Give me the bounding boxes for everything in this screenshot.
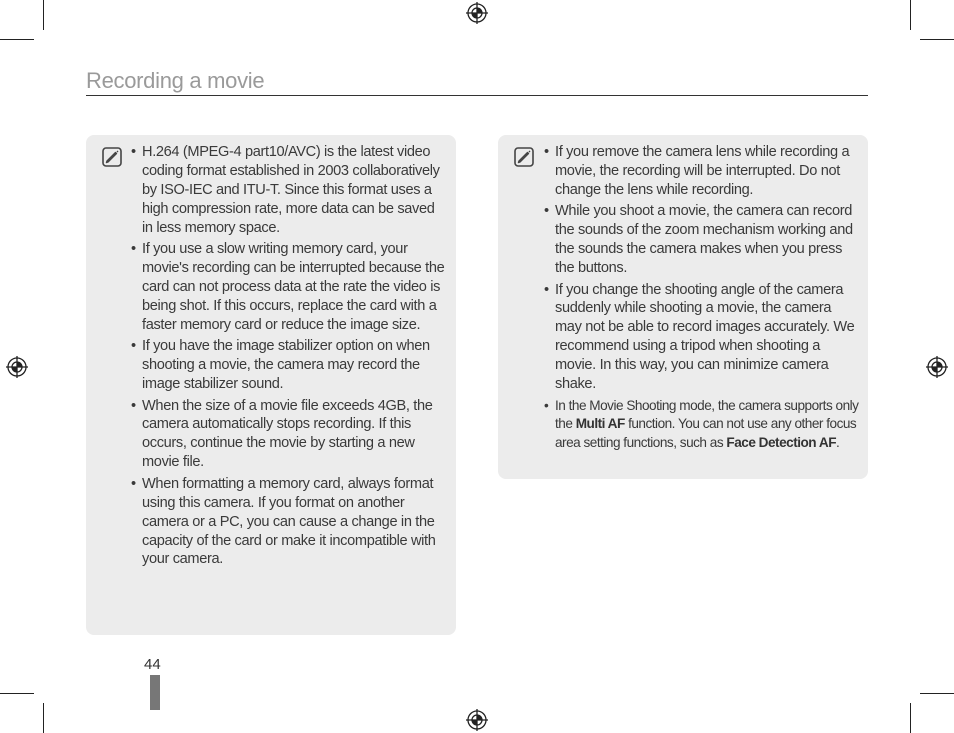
- note-box-right: [498, 135, 868, 479]
- crop-mark: [910, 703, 911, 733]
- note-text: function. You can not use any other focus area setting functions, such as: [555, 416, 857, 451]
- title-divider: [86, 95, 868, 96]
- crop-mark: [910, 0, 911, 30]
- note-item: • If you change the shooting angle of the camera suddenly while shooting a movie, the camera may not be able to record images accurately. We recommend using a tripod when shooting a movie. In this way, you can minimize camera shake.: [544, 281, 860, 394]
- note-list-right: [544, 143, 860, 456]
- note-text: In the Movie Shooting mode, the camera supports only the: [555, 397, 859, 432]
- note-text: .: [836, 435, 840, 451]
- crop-mark: [43, 703, 44, 733]
- registration-mark-icon: [6, 356, 28, 378]
- crop-mark: [0, 39, 34, 40]
- note-item: • When the size of a movie file exceeds 4GB, the camera automatically stops recording. If this occurs, continue the movie by starting a new movie file.: [131, 397, 447, 473]
- note-item: • When formatting a memory card, always format using this camera. If you format on another camera or a PC, you can cause a change in the capacity of the card or make it incompatible with your camera.: [131, 475, 447, 570]
- crop-mark: [43, 0, 44, 30]
- registration-mark-icon: [926, 356, 948, 378]
- menu-option-multi-af: Multi AF: [575, 416, 625, 432]
- registration-mark-icon: [466, 2, 488, 24]
- note-item: • While you shoot a movie, the camera can record the sounds of the zoom mechanism working and the sounds the camera makes when you press the buttons.: [544, 202, 860, 278]
- crop-mark: [920, 39, 954, 40]
- menu-option-face-detection-af: Face Detection AF: [726, 435, 836, 451]
- note-item: • If you have the image stabilizer option on when shooting a movie, the camera may record the image stabilizer sound.: [131, 337, 447, 394]
- note-item: • If you remove the camera lens while recording a movie, the recording will be interrupted. Do not change the lens while recording.: [544, 143, 860, 200]
- page-number: 44: [144, 656, 161, 673]
- crop-mark: [920, 693, 954, 694]
- note-item: [544, 397, 860, 454]
- registration-mark-icon: [466, 709, 488, 731]
- note-item: • If you use a slow writing memory card, your movie's recording can be interrupted because the card can not process data at the rate the video is being shot. If this occurs, replace the card with a faster memory card or reduce the image size.: [131, 240, 447, 335]
- note-item: • H.264 (MPEG-4 part10/AVC) is the latest video coding format established in 2003 collaboratively by ISO-IEC and ITU-T. Since this format uses a high compression rate, more data can be saved in less memory space.: [131, 143, 447, 238]
- crop-mark: [0, 693, 34, 694]
- note-box-left: [86, 135, 456, 635]
- page-marker-bar: [150, 675, 160, 710]
- note-list-left: [131, 143, 447, 572]
- note-pencil-icon: [102, 147, 122, 167]
- page-title: Recording a movie: [86, 68, 265, 93]
- note-pencil-icon: [514, 147, 534, 167]
